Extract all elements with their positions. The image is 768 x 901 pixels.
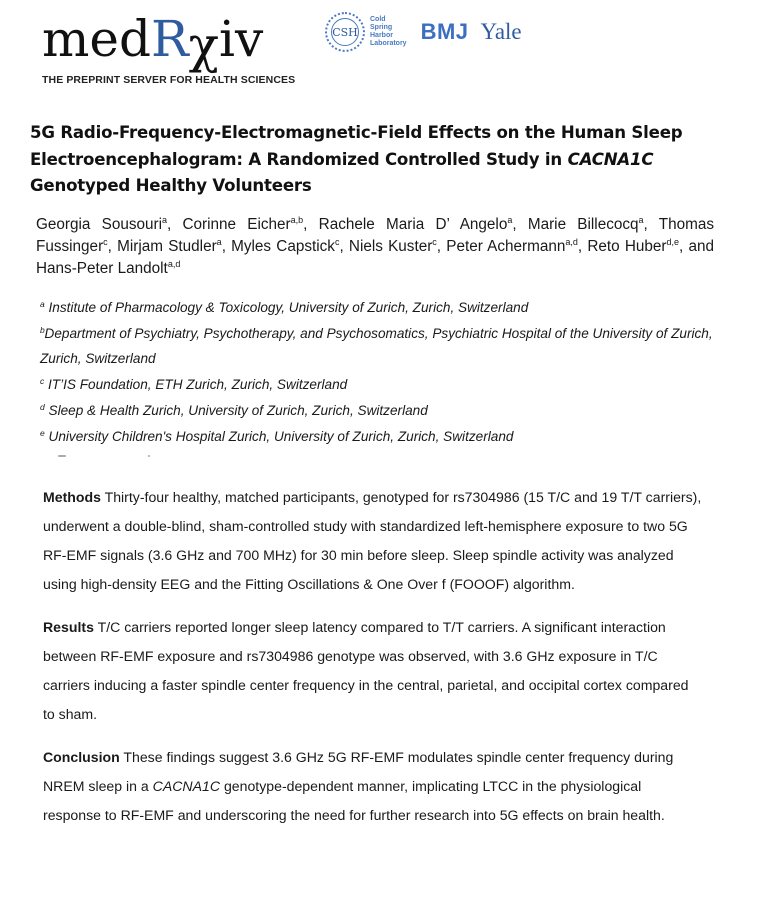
yale-logo: Yale	[480, 19, 522, 44]
partner-logos	[325, 12, 522, 52]
logo-med: med	[42, 10, 152, 68]
section-label: Results	[43, 619, 94, 635]
author-affiliation-mark: a	[162, 215, 168, 225]
author-name: Reto Huber	[587, 238, 667, 255]
logo-chi: χ	[188, 16, 219, 74]
author-affiliation-mark: a	[638, 215, 644, 225]
author-name: Peter Achermann	[446, 238, 566, 255]
bmj-logo: BMJ	[420, 19, 469, 44]
csh-badge-text: CSH	[332, 25, 358, 39]
csh-logo	[325, 12, 407, 52]
section-label: Methods	[43, 489, 101, 505]
affiliation-key: e	[40, 427, 45, 438]
separator: ,	[643, 216, 659, 233]
title-gene-name: CACNA1C	[567, 149, 654, 169]
logo-iv: iv	[218, 10, 264, 68]
author-affiliation-mark: d,e	[666, 237, 680, 247]
title-line: 5G Radio-Frequency-Electromagnetic-Field Effects on the Human Sleep	[30, 123, 683, 142]
affiliation-item	[36, 321, 736, 372]
csh-name	[370, 16, 407, 48]
affiliation-text: Sleep & Health Zurich, University of Zurich, Zurich, Switzerland	[48, 402, 428, 418]
separator: ,	[577, 238, 588, 255]
separator: ,	[221, 238, 232, 255]
medrxiv-logo	[42, 10, 296, 86]
csh-line: Laboratory	[370, 40, 407, 47]
title-line: Genotyped Healthy Volunteers	[30, 176, 312, 195]
author-name: Niels Kuster	[348, 238, 433, 255]
abstract-methods	[43, 483, 703, 599]
author-affiliation-mark: a	[216, 237, 222, 247]
author-affiliation-mark: c	[334, 237, 340, 247]
author-affiliation-mark: a,d	[167, 259, 181, 269]
csh-line: Cold	[370, 16, 386, 23]
section-text: These findings suggest 3.6 GHz 5G RF-EMF modulates spindle center frequency during NREM sleep in a	[43, 749, 674, 794]
separator: ,	[303, 216, 319, 233]
author-affiliation-mark: c	[103, 237, 108, 247]
author-name: Marie Billecocq	[527, 216, 639, 233]
affiliation-item	[36, 295, 736, 321]
author-name: Rachele Maria D’ Angelo	[318, 216, 508, 233]
medrxiv-wordmark	[42, 10, 295, 74]
abstract-conclusion	[43, 743, 703, 830]
affiliation-key: d	[40, 401, 45, 412]
csh-line: Harbor	[370, 32, 393, 39]
section-label: Conclusion	[43, 749, 120, 765]
separator: ,	[339, 238, 349, 255]
author-name: Thomas Fussinger	[36, 216, 714, 255]
section-text: genotype-dependent manner, implicating LTCC in the physiological response to RF-EMF and underscoring the need for further research into 5G effects on brain health.	[43, 778, 665, 823]
separator: , and	[679, 238, 715, 255]
section-text: Thirty-four healthy, matched participants, genotyped for rs7304986 (15 T/C and 19 T/T carriers), underwent a double-blind, sham-controlled study with standardized left-hemisphere exposure to two 5G RF-EMF signals (3.6 GHz and 700 MHz) for 30 min before sleep. Sleep spindle activity was analyzed using high-density EEG and the Fitting Oscillations & One Over f (FOOOF) algorithm.	[43, 489, 702, 592]
affiliation-item	[36, 372, 736, 398]
csh-line: Spring	[370, 24, 393, 31]
author-affiliation-mark: c	[432, 237, 437, 247]
affiliation-key: c	[40, 376, 45, 387]
author-name: Corinne Eicher	[182, 216, 291, 233]
author-affiliation-mark: a	[507, 215, 513, 225]
section-text: T/C carriers reported longer sleep latency compared to T/T carriers. A significant interaction between RF-EMF exposure and rs7304986 genotype was observed, with 3.6 GHz exposure in T/C carriers inducing a faster spindle center frequency in the central, parietal, and occipital cortex compared to sham.	[43, 619, 689, 722]
abstract	[43, 483, 703, 844]
abstract-results	[43, 613, 703, 729]
author-affiliation-mark: a,d	[565, 237, 578, 247]
affiliation-text: University Children's Hospital Zurich, University of Zurich, Zurich, Switzerland	[48, 428, 514, 444]
affiliation-item	[36, 424, 736, 450]
author-name: Myles Capstick	[231, 238, 335, 255]
separator: ,	[512, 216, 528, 233]
author-name: Mirjam Studler	[117, 238, 217, 255]
author-name: Georgia Sousouri	[36, 216, 163, 233]
separator: ,	[107, 238, 118, 255]
csh-badge	[331, 18, 359, 46]
affiliation-text: Department of Psychiatry, Psychotherapy, and Psychosomatics, Psychiatric Hospital of the University of Zurich, Zurich, Switzerland	[40, 325, 713, 367]
separator: ,	[167, 216, 183, 233]
separator: ,	[436, 238, 447, 255]
author-name: Hans-Peter Landolt	[36, 260, 168, 277]
author-affiliation-mark: a,b	[290, 215, 304, 225]
affiliation-key: b	[40, 324, 45, 335]
author-list	[36, 214, 714, 280]
clipped-text-artifact	[58, 455, 158, 461]
affiliation-text: IT’IS Foundation, ETH Zurich, Zurich, Switzerland	[48, 377, 348, 393]
title-line	[30, 147, 742, 174]
affiliation-key: a	[40, 299, 45, 309]
title-text: Electroencephalogram: A Randomized Controlled Study in	[30, 149, 568, 169]
affiliation-list	[36, 295, 736, 449]
gene-name: CACNA1C	[152, 778, 221, 794]
csh-dna-ring-icon	[325, 12, 365, 52]
logo-r: R	[151, 10, 189, 68]
affiliation-item	[36, 398, 736, 424]
paper-title	[30, 120, 742, 200]
affiliation-text: Institute of Pharmacology & Toxicology, University of Zurich, Zurich, Switzerland	[48, 300, 529, 315]
logo-tagline: THE PREPRINT SERVER FOR HEALTH SCIENCES	[42, 74, 296, 86]
